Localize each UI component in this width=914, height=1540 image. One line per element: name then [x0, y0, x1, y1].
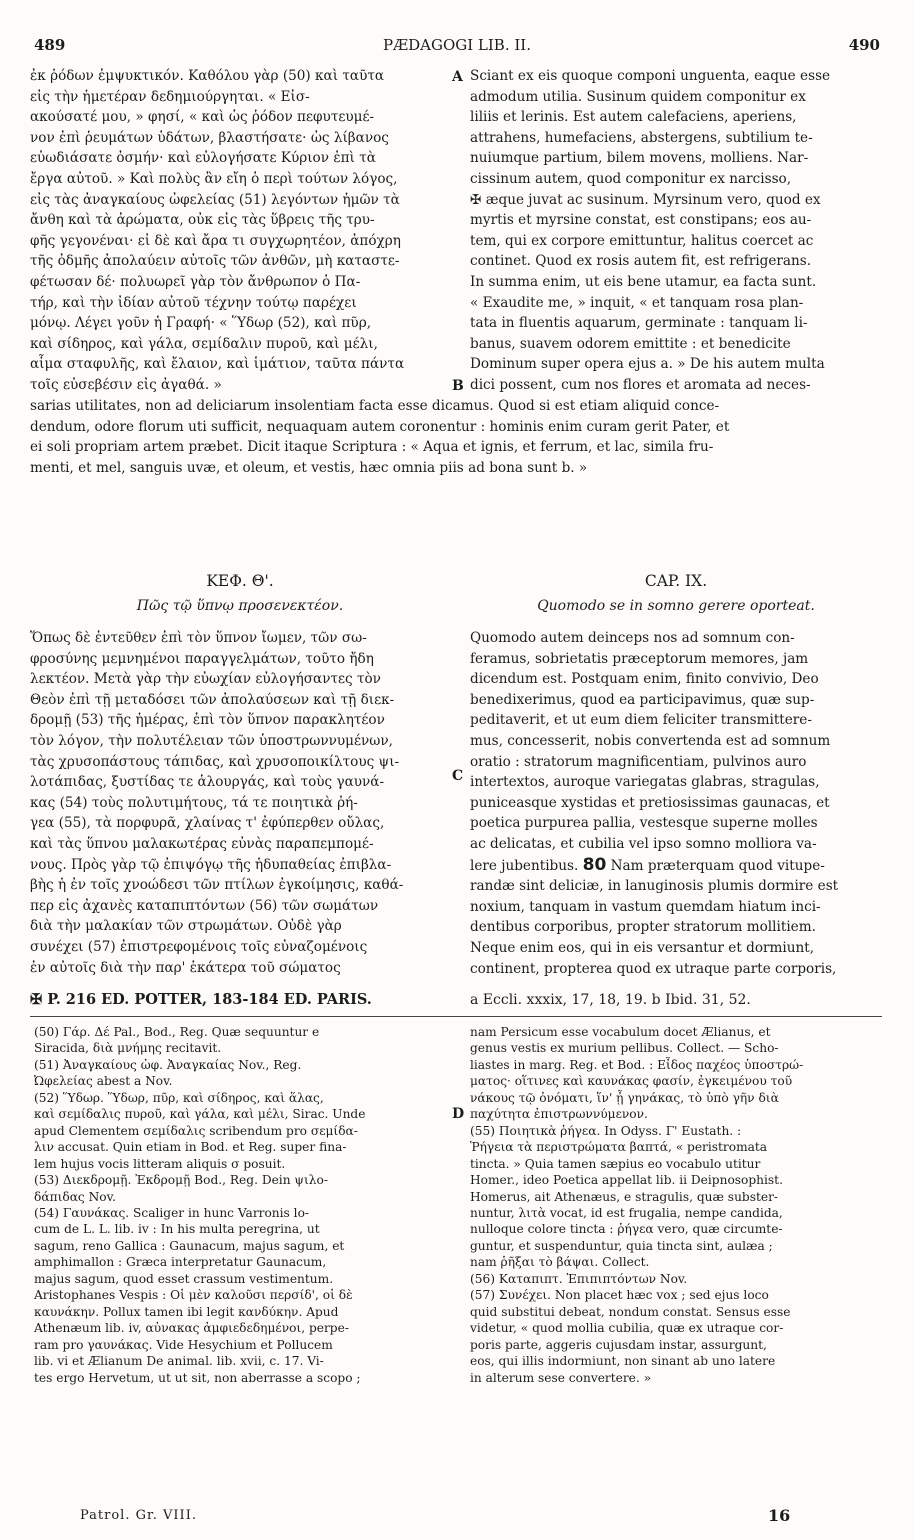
note-line: in alterum sese convertere. »	[470, 1370, 652, 1385]
margin-letter-a: A	[452, 69, 463, 85]
note-line: tincta. » Quia tamen sæpius eo vocabulo utitur	[470, 1156, 761, 1171]
note-line: majus sagum, quod esset crassum vestimentum.	[34, 1271, 334, 1286]
greek-line: Θεὸν ἐπὶ τῇ μεταδόσει τῶν ἀπολαύσεων καὶ τῇ διεκ-	[30, 691, 395, 708]
greek-line: ἐκ ῥόδων ἐμψυκτικόν. Καθόλου γὰρ (50) καὶ ταῦτα	[30, 68, 385, 84]
greek-chapter-subtitle: Πῶς τῷ ὕπνῳ προσενεκτέον.	[136, 598, 344, 614]
latin-line	[470, 855, 882, 877]
latin-chapter-text	[470, 628, 882, 979]
note-line: ram pro γαυνάκας. Vide Hesychium et Pollucem	[34, 1337, 333, 1352]
greek-line: ακούσατέ μου, » φησί, « καὶ ὡς ῥόδον πεφυτευμέ-	[30, 109, 375, 126]
note-line: genus vestis ex murium pellibus. Collect. — Scho-	[470, 1041, 779, 1056]
greek-line: τὰς χρυσοπάστους τάπιδας, καὶ χρυσοποικίλτους ψι-	[30, 753, 400, 770]
latin-line: dici possent, cum nos flores et aromata ad neces-	[470, 376, 811, 393]
note-line: nam Persicum esse vocabulum docet Ælianus, et	[470, 1025, 771, 1039]
note-line: guntur, et suspenduntur, quia tincta sint, aulæa ;	[470, 1238, 773, 1253]
note-line: (55) Ποιητικὰ ῥήγεα. In Odyss. Γ' Eustath. :	[470, 1123, 742, 1138]
latin-line: Dominum super opera ejus a. » De his autem multa	[470, 356, 825, 373]
note-line: (54) Γαυνάκας. Scaliger in hunc Varronis lo-	[34, 1205, 310, 1220]
note-line: (52) Ὕδωρ. Ὕδωρ, πῦρ, καὶ σίδηρος, καὶ ἅλας,	[34, 1090, 324, 1105]
greek-line: τῆς ὀδμῆς ἀπολαύειν αὐτοῖς τῶν ἀνθῶν, μὴ καταστε-	[30, 253, 400, 270]
note-line: Homerus, ait Athenæus, e stragulis, quæ subster-	[470, 1189, 779, 1204]
latin-line: mus, concesserit, nobis convertenda est ad somnum	[470, 732, 831, 749]
note-line: (51) Ἀναγκαίους ὠφ. Ἀναγκαίας Nov., Reg.	[34, 1057, 302, 1072]
note-line: cum de L. L. lib. iv : In his multa peregrina, ut	[34, 1222, 320, 1237]
note-line: amphimallon : Græca interpretatur Gaunacum,	[34, 1255, 327, 1270]
note-line: lib. vi et Ælianum De animal. lib. xvii, c. 17. Vi-	[34, 1354, 324, 1369]
greek-line: εἰς τὴν ἡμετέραν δεδημιούργηται. « Εἰσ-	[30, 88, 310, 105]
greek-line: λεκτέον. Μετὰ γὰρ τὴν εὐωχίαν εὐλογήσαντες τὸν	[30, 671, 381, 688]
note-line: καυνάκην. Pollux tamen ibi legit κανδύκην. Apud	[34, 1304, 339, 1319]
margin-letter-c: C	[452, 768, 464, 784]
latin-line: randæ sint deliciæ, in lanuginosis plumis dormire est	[470, 878, 839, 895]
note-line: Homer., ideo Poetica appellat lib. ii Deipnosophist.	[470, 1173, 783, 1188]
latin-line: noxium, tanquam in vastum quemdam hiatum inci-	[470, 898, 821, 915]
latin-line: nuiumque partium, bilem movens, molliens. Nar-	[470, 150, 809, 167]
greek-line: λοτάπιδας, ξυστίδας τε ἁλουργάς, καὶ τοὺς γαυνά-	[30, 774, 385, 791]
note-line: quid substitui debeat, nondum constat. Sensus esse	[470, 1304, 791, 1319]
greek-line: δρομῇ (53) τῆς ἡμέρας, ἐπὶ τὸν ὕπνον παρακλητέον	[30, 712, 385, 729]
greek-line: ἄνθη καὶ τὰ ἀρώματα, οὐκ εἰς τὰς ὕβρεις τῆς τρυ-	[30, 212, 375, 229]
latin-line: Sciant ex eis quoque componi unguenta, eaque esse	[470, 68, 831, 84]
greek-line: γεα (55), τὰ πορφυρᾶ, χλαίνας τ' ἐφύπερθεν οὔλας,	[30, 815, 385, 832]
note-line: tes ergo Hervetum, ut ut sit, non aberrasse a scopo ;	[34, 1370, 361, 1385]
note-line: poris parte, aggeris cujusdam instar, assurgunt,	[470, 1337, 767, 1352]
greek-line: συνέχει (57) ἐπιστρεφομένοις τοῖς εὐναζομένοις	[30, 938, 368, 955]
running-title: PÆDAGOGI LIB. II.	[383, 36, 531, 54]
latin-line: peditaverit, et ut eum diem feliciter transmittere-	[470, 712, 812, 729]
note-line: δάπιδας Nov.	[34, 1189, 116, 1204]
latin-line: tata in fluentis aquarum, germinate : tanquam li-	[470, 315, 808, 332]
notes-divider	[30, 1016, 882, 1017]
note-line: (50) Γάρ. Δέ Pal., Bod., Reg. Quæ sequuntur e	[34, 1025, 320, 1039]
footer-signature: 16	[768, 1506, 791, 1525]
latin-line: dentibus corporibus, propter stratorum mollitiem.	[470, 919, 816, 936]
note-line: νάκους τῷ ὀνόματι, ἵν' ᾖ γηνάκας, τὸ ὑπὸ γῆν διὰ	[470, 1090, 779, 1105]
latin-line: dendum, odore florum uti sufficit, nequaquam autem coronentur : hominis enim curam gerit Pater, et	[30, 418, 730, 435]
latin-line: puniceasque xystidas et pretiosissimas gaunacas, et	[470, 794, 830, 811]
note-line: (53) Διεκδρομῇ. Ἐκδρομῇ Bod., Reg. Dein ψιλο-	[34, 1173, 328, 1188]
latin-line: In summa enim, ut eis bene utamur, ea facta sunt.	[470, 273, 817, 290]
note-line: καὶ σεμίδαλις πυροῦ, καὶ γάλα, καὶ μέλι, Sirac. Unde	[34, 1107, 366, 1122]
greek-line: Ὅπως δὲ ἐντεῦθεν ἐπὶ τὸν ὕπνον ἴωμεν, τῶν σω-	[30, 630, 367, 646]
greek-line: καὶ τὰς ὕπνου μαλακωτέρας εὐνὰς παραπεμπομέ-	[30, 835, 374, 852]
edition-note: ✠ P. 216 ED. POTTER, 183-184 ED. PARIS.	[30, 991, 372, 1008]
greek-line: καὶ σίδηρος, καὶ γάλα, σεμίδαλιν πυροῦ, καὶ μέλι,	[30, 335, 378, 352]
latin-line: continet. Quod ex rosis autem fit, est refrigerans.	[470, 253, 812, 270]
footer-series: Patrol. Gr. VIII.	[80, 1508, 197, 1523]
page-marker-tail: Nam præterquam quod vitupe-	[610, 857, 825, 874]
left-page-number: 489	[34, 36, 66, 54]
note-line: παχύτητα ἐπιστρωννύμενον.	[470, 1107, 648, 1122]
greek-line: φέτωσαν δέ· πολυωρεῖ γὰρ τὸν ἄνθρωπον ὁ Πα-	[30, 273, 361, 290]
greek-line: φροσύνης μεμνημένοι παραγγελμάτων, τοῦτο ἤδη	[30, 650, 374, 667]
note-line: (56) Καταπιπτ. Ἐπιπιπτόντων Nov.	[470, 1271, 688, 1286]
latin-line: liliis et lerinis. Est autem calefaciens, aperiens,	[470, 109, 797, 126]
margin-letter-d: D	[452, 1106, 465, 1122]
note-line: ματος· οἵτινες καὶ καυνάκας φασίν, ἐγκειμένου τοῦ	[470, 1074, 793, 1089]
latin-line: continent, propterea quod ex utraque parte corporis,	[470, 960, 837, 977]
latin-line: tem, qui ex corpore emittuntur, halitus coercet ac	[470, 232, 814, 249]
greek-line: διὰ τὴν μαλακίαν τῶν στρωμάτων. Οὐδὲ γὰρ	[30, 918, 342, 935]
note-line: lem hujus vocis litteram aliquis σ posuit.	[34, 1156, 286, 1171]
margin-letter-b: B	[452, 378, 464, 394]
greek-chapter-text	[30, 628, 448, 978]
note-line: nam ῥῆξαι τὸ βάψαι. Collect.	[470, 1255, 650, 1270]
latin-column-top	[470, 66, 882, 396]
note-line: nulloque colore tincta : ῥήγεα vero, quæ circumte-	[470, 1222, 783, 1237]
note-line: (57) Συνέχει. Non placet hæc vox ; sed ejus loco	[470, 1288, 769, 1303]
note-line: λιν accusat. Quin etiam in Bod. et Reg. super fina-	[34, 1140, 347, 1155]
latin-line: menti, et mel, sanguis uvæ, et oleum, et vestis, hæc omnia piis ad bona sunt b. »	[30, 459, 588, 476]
greek-line: εὐωδιάσατε ὀσμήν· καὶ εὐλογήσατε Κύριον ἐπὶ τὰ	[30, 150, 376, 167]
latin-line: oratio : stratorum magnificentiam, pulvinos auro	[470, 753, 807, 770]
note-line: liastes in marg. Reg. et Bod. : Εἶδος παχέος ὑποστρώ-	[470, 1057, 804, 1072]
latin-line: sarias utilitates, non ad deliciarum insolentiam facta esse dicamus. Quod si est etiam aliquid conce-	[30, 398, 720, 414]
note-line: Siracida, διὰ μνήμης recitavit.	[34, 1041, 222, 1056]
right-page-number: 490	[848, 36, 880, 54]
greek-line: τὸν λόγον, τὴν πολυτέλειαν τῶν ὑποστρωννυμένων,	[30, 732, 393, 749]
note-line: apud Clementem σεμίδαλις scribendum pro σεμίδα-	[34, 1123, 358, 1138]
greek-line: μόνῳ. Λέγει γοῦν ἡ Γραφή· « Ὕδωρ (52), καὶ πῦρ,	[30, 315, 372, 332]
latin-line: Quomodo autem deinceps nos ad somnum con-	[470, 630, 795, 646]
scripture-references: a Eccli. xxxix, 17, 18, 19. b Ibid. 31, 52.	[470, 992, 751, 1008]
latin-line: ei soli propriam artem præbet. Dicit itaque Scriptura : « Aqua et ignis, et ferrum, et lac, simila fru-	[30, 439, 714, 456]
latin-chapter-subtitle: Quomodo se in somno gerere oporteat.	[537, 598, 815, 614]
greek-line: ἔργα αὐτοῦ. » Καὶ πολὺς ἂν εἴη ὁ περὶ τούτων λόγος,	[30, 170, 398, 187]
greek-line: αἷμα σταφυλῆς, καὶ ἔλαιον, καὶ ἱμάτιον, ταῦτα πάντα	[30, 356, 405, 373]
latin-line: dicendum est. Postquam enim, finito convivio, Deo	[470, 671, 819, 688]
note-line: eos, qui illis indormiunt, non sinant ab uno latere	[470, 1354, 776, 1369]
note-line: nuntur, λιτὰ vocat, id est frugalia, nempe candida,	[470, 1205, 783, 1220]
greek-line: εἰς τὰς ἀναγκαίους ὠφελείας (51) λεγόντων ἡμῶν τὰ	[30, 191, 400, 208]
greek-line: τήρ, καὶ τὴν ἰδίαν αὐτοῦ τέχνην τούτῳ παρέχει	[30, 294, 357, 311]
latin-chapter-title: CAP. IX.	[644, 572, 708, 590]
greek-column-top	[30, 66, 448, 396]
latin-line: benedixerimus, quod ea participavimus, quæ sup-	[470, 691, 815, 708]
latin-line: ac delicatas, et cubilia vel ipso somno molliora va-	[470, 835, 817, 852]
note-line: videtur, « quod mollia cubilia, quæ ex utraque cor-	[470, 1321, 784, 1336]
greek-chapter-title: ΚΕΦ. Θ'.	[206, 572, 274, 590]
note-line: Athenæum lib. iv, αὐνακας ἀμφιεδεδημένοι, perpe-	[34, 1321, 349, 1336]
greek-line: νους. Πρὸς γὰρ τῷ ἐπιψόγῳ τῆς ἡδυπαθείας ἐπιβλα-	[30, 856, 392, 873]
notes-left-column	[34, 1024, 448, 1386]
note-line: Ὠφελείας abest a Nov.	[34, 1074, 173, 1089]
greek-line: τοῖς εὐσεβέσιν εἰς ἀγαθά. »	[30, 376, 222, 393]
note-line: sagum, reno Gallica : Gaunacum, majus sagum, et	[34, 1238, 345, 1253]
greek-line: φῆς γεγονέναι· εἰ δὲ καὶ ἄρα τι συγχωρητέον, ἀπόχρη	[30, 232, 401, 249]
latin-line: « Exaudite me, » inquit, « et tanquam rosa plan-	[470, 294, 804, 311]
page-marker: 80	[582, 854, 607, 875]
notes-right-column	[470, 1024, 882, 1386]
latin-line: feramus, sobrietatis præceptorum memores, jam	[470, 650, 809, 667]
latin-line: attrahens, humefaciens, abstergens, subtilium te-	[470, 129, 813, 146]
greek-line: βὴς ἡ ἐν τοῖς χνοώδεσι τῶν πτίλων ἐγκοίμησις, καθά-	[30, 877, 404, 894]
latin-line: banus, suavem odorem emittite : et benedicite	[470, 335, 791, 352]
latin-line: Neque enim eos, qui in eis versantur et dormiunt,	[470, 939, 815, 956]
latin-line: intertextos, auroque variegatas glabras, stragulas,	[470, 774, 820, 791]
latin-line-text: lere jubentibus.	[470, 857, 579, 874]
greek-line: νον ἐπὶ ῥευμάτων ὑδάτων, βλαστήσατε· ὡς λίβανος	[30, 129, 389, 146]
latin-full-width	[30, 396, 882, 478]
greek-line: κας (54) τοὺς πολυτιμήτους, τά τε ποιητικὰ ῥή-	[30, 794, 358, 811]
greek-line: περ εἰς ἀχανὲς καταπιπτόντων (56) τῶν σωμάτων	[30, 897, 379, 914]
latin-line: poetica purpurea pallia, vestesque superne molles	[470, 815, 818, 832]
greek-line: ἐν αὐτοῖς διὰ τὴν παρ' ἑκάτερα τοῦ σώματος	[30, 959, 341, 976]
latin-line: myrtis et myrsine constat, est constipans; eos au-	[470, 212, 812, 229]
note-line: Aristophanes Vespis : Οἱ μὲν καλοῦσι περσίδ', οἱ δὲ	[34, 1288, 353, 1303]
latin-line: ✠ æque juvat ac susinum. Myrsinum vero, quod ex	[470, 191, 821, 208]
latin-line: admodum utilia. Susinum quidem componitur ex	[470, 88, 806, 105]
note-line: Ῥήγεια τὰ περιστρώματα βαπτά, « peristromata	[470, 1140, 768, 1155]
latin-line: cissinum autem, quod componitur ex narcisso,	[470, 170, 792, 187]
